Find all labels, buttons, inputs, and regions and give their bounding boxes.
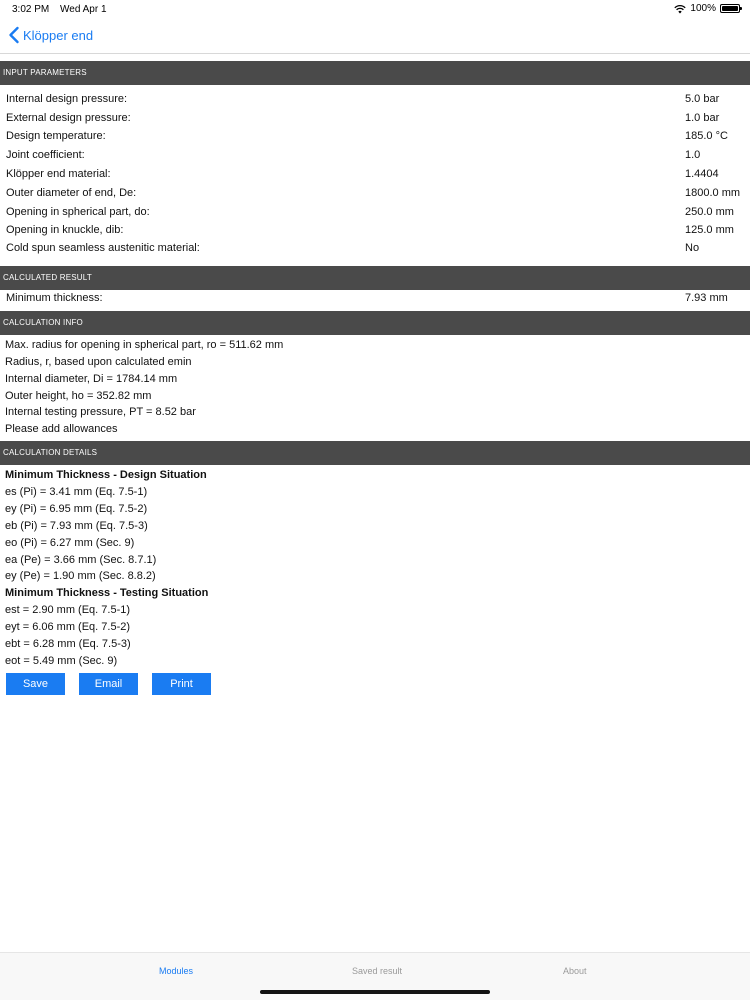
param-row	[0, 127, 750, 145]
save-button[interactable]: Save	[6, 673, 65, 695]
status-left	[12, 4, 115, 15]
detail-line: eyt = 6.06 mm (Eq. 7.5-2)	[5, 621, 131, 633]
param-label: Opening in knuckle, dib:	[6, 224, 124, 236]
param-label: Opening in spherical part, do:	[6, 206, 150, 218]
param-row	[0, 165, 750, 183]
param-row	[0, 90, 750, 108]
design-heading: Minimum Thickness - Design Situation	[5, 469, 207, 481]
tab-about[interactable]: About	[563, 966, 587, 976]
param-label: External design pressure:	[6, 112, 131, 124]
param-value: 185.0 °C	[685, 130, 728, 142]
param-row	[0, 203, 750, 221]
param-label: Klöpper end material:	[6, 168, 111, 180]
param-row	[0, 221, 750, 239]
chevron-left-icon	[8, 26, 20, 44]
info-line: Please add allowances	[5, 423, 118, 435]
section-header-input: INPUT PARAMETERS	[0, 61, 750, 85]
info-line: Internal testing pressure, PT = 8.52 bar	[5, 406, 196, 418]
param-value: 1.0 bar	[685, 112, 720, 124]
param-value: 1.4404	[685, 168, 719, 180]
result-label: Minimum thickness:	[6, 292, 103, 304]
param-row	[0, 184, 750, 202]
param-label: Internal design pressure:	[6, 93, 128, 105]
status-time: 3:02 PM	[12, 4, 50, 15]
detail-line: ebt = 6.28 mm (Eq. 7.5-3)	[5, 638, 131, 650]
detail-line: est = 2.90 mm (Eq. 7.5-1)	[5, 604, 131, 616]
print-button[interactable]: Print	[152, 673, 211, 695]
detail-line: eot = 5.49 mm (Sec. 9)	[5, 655, 118, 667]
info-line: Max. radius for opening in spherical part, ro = 511.62 mm	[5, 339, 284, 351]
detail-line: ey (Pe) = 1.90 mm (Sec. 8.8.2)	[5, 570, 156, 582]
param-label: Design temperature:	[6, 130, 106, 142]
param-value: 1800.0 mm	[685, 187, 741, 199]
status-right	[674, 3, 740, 14]
param-value: 5.0 bar	[685, 93, 720, 105]
param-value: 1.0	[685, 149, 701, 161]
detail-line: es (Pi) = 3.41 mm (Eq. 7.5-1)	[5, 486, 148, 498]
detail-line: ey (Pi) = 6.95 mm (Eq. 7.5-2)	[5, 503, 148, 515]
testing-heading: Minimum Thickness - Testing Situation	[5, 587, 209, 599]
result-value: 7.93 mm	[685, 292, 728, 304]
detail-line: eb (Pi) = 7.93 mm (Eq. 7.5-3)	[5, 520, 148, 532]
status-date: Wed Apr 1	[60, 4, 107, 15]
email-button[interactable]: Email	[79, 673, 138, 695]
param-value: No	[685, 242, 700, 254]
param-row	[0, 146, 750, 164]
info-line: Outer height, ho = 352.82 mm	[5, 390, 152, 402]
section-header-result: CALCULATED RESULT	[0, 266, 750, 290]
result-row	[0, 289, 750, 307]
back-button-label: Klöpper end	[23, 27, 94, 43]
battery-icon	[720, 4, 740, 13]
detail-line: eo (Pi) = 6.27 mm (Sec. 9)	[5, 537, 135, 549]
param-value: 250.0 mm	[685, 206, 734, 218]
param-value: 125.0 mm	[685, 224, 734, 236]
home-indicator	[260, 990, 490, 994]
section-header-details: CALCULATION DETAILS	[0, 441, 750, 465]
param-row	[0, 109, 750, 127]
section-header-info: CALCULATION INFO	[0, 311, 750, 335]
param-label: Outer diameter of end, De:	[6, 187, 137, 199]
param-label: Joint coefficient:	[6, 149, 85, 161]
param-label: Cold spun seamless austenitic material:	[6, 242, 200, 254]
status-bar	[0, 0, 750, 18]
tab-saved-result[interactable]: Saved result	[352, 966, 403, 976]
info-line: Internal diameter, Di = 1784.14 mm	[5, 373, 178, 385]
navigation-bar	[0, 18, 750, 54]
tab-modules[interactable]: Modules	[159, 966, 194, 976]
param-row	[0, 239, 750, 257]
wifi-icon	[674, 4, 686, 14]
battery-percent: 100%	[690, 3, 716, 14]
info-line: Radius, r, based upon calculated emin	[5, 356, 192, 368]
detail-line: ea (Pe) = 3.66 mm (Sec. 8.7.1)	[5, 554, 157, 566]
back-button[interactable]	[8, 26, 93, 44]
